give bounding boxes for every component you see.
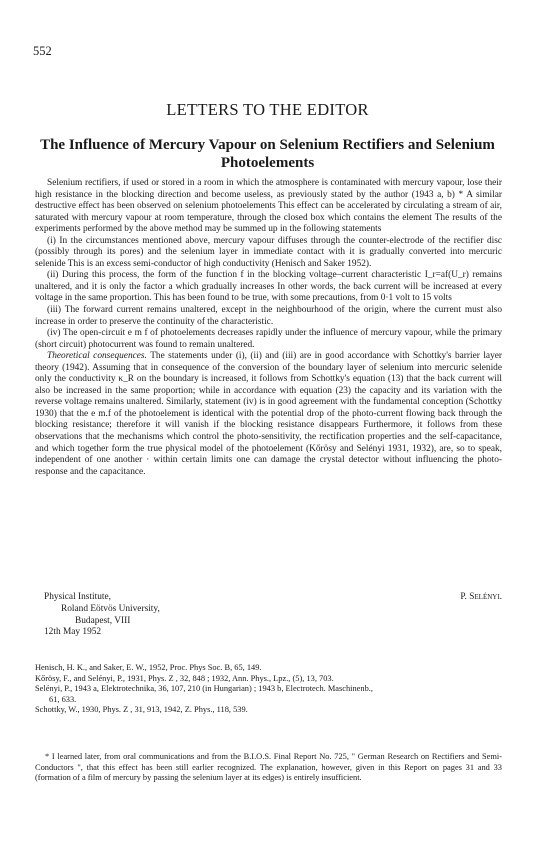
footnote: * I learned later, from oral communications and from the B.I.O.S. Final Report No. 725, " German Research on Rectifiers and Semi-Conductors ", that this effect has been still earlier recognized. The explanation, however, given in this Report on pages 31 and 33 (formation of a film of mercury by passing the selenium layer at its edges) is entirely insufficient. [35, 752, 502, 783]
reference-item: Henisch, H. K., and Saker, E. W., 1952, Proc. Phys Soc. B, 65, 149. [35, 663, 262, 672]
signature-university: Roland Eötvös University, [61, 603, 160, 614]
signature-row [35, 592, 502, 604]
signature-city: Budapest, VIII [75, 615, 131, 626]
section-title: LETTERS TO THE EDITOR [166, 100, 369, 119]
signature-institute: Physical Institute, [44, 592, 111, 602]
paragraph-statement-iv: (iv) The open-circuit e m f of photoelements decreases rapidly under the influence of mercury vapour, while the primary (short circuit) photocurrent was found to remain unaltered. [35, 328, 502, 350]
theory-label: Theoretical consequences. [47, 351, 147, 362]
references [35, 663, 502, 716]
paragraph-statement-iii: (iii) The forward current remains unaltered, except in the neighbourhood of the origin, where the current must also increase in order to preserve the continuity of the characteristic. [35, 305, 502, 327]
reference-item: Schottky, W., 1930, Phys. Z , 31, 913, 1942, Z. Phys., 118, 539. [35, 705, 248, 715]
signature-date: 12th May 1952 [44, 627, 102, 638]
signature-block [35, 592, 502, 639]
paragraph-intro: Selenium rectifiers, if used or stored in a room in which the atmosphere is contaminated with mercury vapour, lose their high resistance in the blocking direction and become useless, as previously stated by the author (1943 a, b) * A similar destructive effect has been observed on selenium photoelements This effect can be accelerated by circulating a stream of air, saturated with mercury vapour at room temperature, through the closed box which contains the element The results of the experiments performed by the above method may be summed up in the following statements [35, 178, 502, 235]
article-title: The Influence of Mercury Vapour on Selenium Rectifiers and Selenium Photoelements [40, 137, 495, 171]
paragraph-statement-ii: (ii) During this process, the form of the function f in the blocking voltage–current characteristic I_r=af(U_r) remains unaltered, and it is only the factor a which gradually increases In other words, the back current will be increased at every voltage in the same proportion. This has been found to be true, with some precautions, from 0·1 volt to 15 volts [35, 270, 502, 304]
article-body [35, 178, 502, 478]
signature-author: P. Selényi. [460, 592, 502, 602]
reference-item: Kőrösy, F., and Selényi, P., 1931, Phys. Z , 32, 848 ; 1932, Ann. Phys., Lpz., (5), 13, 703. [35, 673, 334, 683]
theory-text: The statements under (i), (ii) and (iii) are in good accordance with Schottky's barrier layer theory (1942). Assuming that in consequence of the conversion of the boundary layer of selenium into mercuric selenide only the conductivity κ_R on the boundary is increased, it follows from Schottky's equation (13) that the back current will also be increased in the same proportion; while in accordance with equation (23) the capacity and its variation with the reverse voltage remains unaltered. Similarly, statement (iv) is in good agreement with the fundamental conception (Schottky 1930) that the e m.f of the photoelement is identical with the potential drop of the photo-current flowing back through the blocking resistance; therefore it will vanish if the blocking resistance disappears Furthermore, it follows from these observations that the mechanisms which control the photo-sensitivity, the rectification properties and the self-capacitance, and which together form the true physical model of the photoelement (Kőrösy and Selényi 1931, 1932), are, so to speak, independent of one another · within certain limits one can damage the crystal detector without influencing the photo-response and the capacitance. [35, 351, 502, 477]
reference-item: Selényi, P., 1943 a, Elektrotechnika, 36, 107, 210 (in Hungarian) ; 1943 b, Electrotech. Maschinenb., [35, 684, 373, 694]
reference-item-continuation: 61, 633. [49, 694, 77, 704]
page-number: 552 [33, 44, 52, 58]
paragraph-statement-i: (i) In the circumstances mentioned above, mercury vapour diffuses through the counter-electrode of the rectifier disc (possibly through its pores) and the selenium layer in immediate contact with it is gradually converted into mercuric selenide This is an excess semi-conductor of high conductivity (Henisch and Saker 1952). [35, 235, 502, 269]
paragraph-theory [35, 351, 502, 478]
